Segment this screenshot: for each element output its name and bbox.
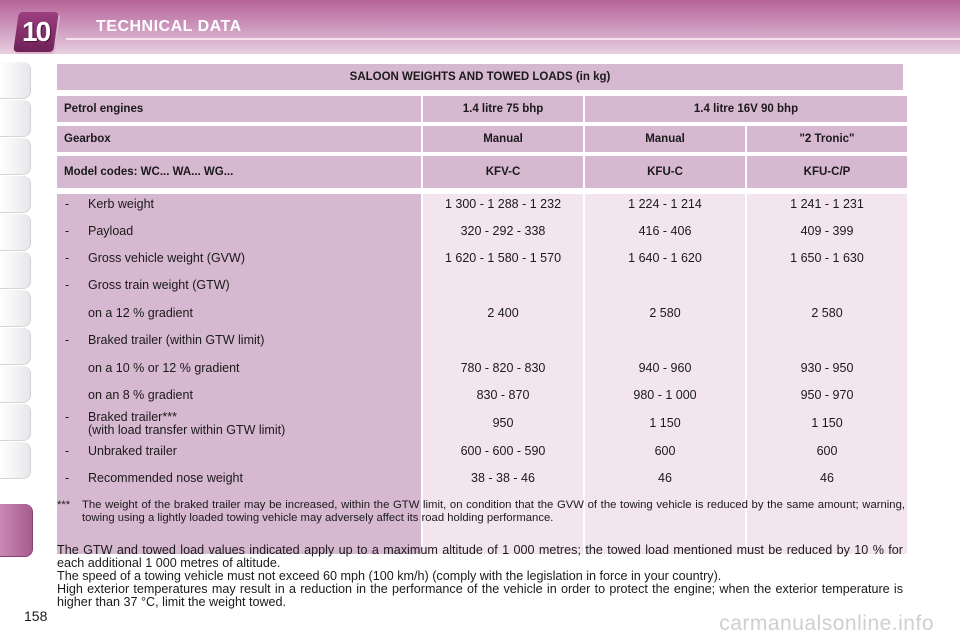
value-cell-a: 320 - 292 - 338 [460, 224, 546, 238]
value-cell-b: 1 150 [649, 416, 681, 430]
value-cell-c: 1 150 [811, 416, 843, 430]
value-cell-c: 1 650 - 1 630 [790, 251, 864, 265]
value-cell-a: 2 400 [487, 306, 519, 320]
value-cell-b: 1 224 - 1 214 [628, 197, 702, 211]
value-cell-c: 46 [820, 471, 834, 485]
row-label: on a 10 % or 12 % gradient [88, 361, 240, 375]
chapter-tab[interactable] [0, 442, 31, 479]
row-label: Unbraked trailer [88, 444, 177, 458]
model-label: Model codes: WC... WA... WG... [57, 156, 421, 188]
page-title: TECHNICAL DATA [96, 18, 242, 35]
value-cell-a: 38 - 38 - 46 [471, 471, 535, 485]
row-dash: - [65, 444, 70, 458]
model-codes-row [57, 156, 907, 188]
header-rule [66, 38, 960, 40]
value-cell-b: 1 640 - 1 620 [628, 251, 702, 265]
row-dash: - [65, 251, 70, 265]
row-label-continued: (with load transfer within GTW limit) [88, 423, 286, 437]
page-number: 158 [24, 608, 48, 624]
speed-paragraph: The speed of a towing vehicle must not exceed 60 mph (100 km/h) (comply with the legislation in force in your country). [57, 569, 722, 583]
row-label: Recommended nose weight [88, 471, 243, 485]
row-dash: - [65, 410, 70, 424]
chapter-tab[interactable] [0, 366, 31, 403]
value-cell-b: 46 [658, 471, 672, 485]
gearbox-a: Manual [423, 126, 583, 152]
value-cell-b: 600 [654, 444, 676, 458]
value-cell-c: 950 - 970 [800, 388, 854, 402]
chapter-tab[interactable] [0, 252, 31, 289]
footnote [57, 499, 905, 525]
model-c: KFU-C/P [747, 156, 907, 188]
value-cell-b: 416 - 406 [638, 224, 692, 238]
row-dash: - [65, 333, 70, 347]
engine-a: 1.4 litre 75 bhp [423, 96, 583, 122]
chapter-tab[interactable] [0, 404, 31, 441]
engines-label: Petrol engines [57, 96, 421, 122]
row-dash: - [65, 471, 70, 485]
gearbox-label: Gearbox [57, 126, 421, 152]
row-label: Braked trailer*** [88, 410, 177, 424]
model-a: KFV-C [423, 156, 583, 188]
value-cell-a: 830 - 870 [476, 388, 530, 402]
chapter-tab[interactable] [0, 100, 31, 137]
value-cell-b: 2 580 [649, 306, 681, 320]
row-label: Gross train weight (GTW) [88, 278, 230, 292]
row-label: on an 8 % gradient [88, 388, 193, 402]
chapter-number: 10 [22, 16, 50, 47]
chapter-tabs [0, 62, 32, 562]
row-label: Braked trailer (within GTW limit) [88, 333, 265, 347]
row-label: Gross vehicle weight (GVW) [88, 251, 245, 265]
value-cell-c: 930 - 950 [800, 361, 854, 375]
table-title-row [57, 64, 903, 90]
row-dash: - [65, 224, 70, 238]
engines-row [57, 96, 907, 122]
value-cell-c: 1 241 - 1 231 [790, 197, 864, 211]
gearbox-b: Manual [585, 126, 745, 152]
table-title: SALOON WEIGHTS AND TOWED LOADS (in kg) [57, 64, 903, 90]
row-dash: - [65, 278, 70, 292]
chapter-tab[interactable] [0, 138, 31, 175]
model-b: KFU-C [585, 156, 745, 188]
chapter-tab-active[interactable] [0, 504, 33, 557]
value-cell-b: 980 - 1 000 [633, 388, 697, 402]
chapter-badge [13, 12, 59, 52]
value-cell-c: 2 580 [811, 306, 843, 320]
value-cell-c: 600 [816, 444, 838, 458]
page-header [0, 0, 960, 54]
row-label: Kerb weight [88, 197, 155, 211]
row-label: on a 12 % gradient [88, 306, 193, 320]
row-label: Payload [88, 224, 134, 238]
value-cell-a: 600 - 600 - 590 [460, 444, 546, 458]
value-cell-a: 1 620 - 1 580 - 1 570 [444, 251, 562, 265]
value-cell-a: 950 [492, 416, 514, 430]
value-cell-b: 940 - 960 [638, 361, 692, 375]
watermark: carmanualsonline.info [719, 612, 934, 635]
chapter-tab[interactable] [0, 328, 31, 365]
footnote-marker: *** [57, 499, 71, 511]
chapter-tab[interactable] [0, 290, 31, 327]
value-cell-c: 409 - 399 [800, 224, 854, 238]
chapter-tab[interactable] [0, 214, 31, 251]
chapter-tab[interactable] [0, 176, 31, 213]
gearbox-row [57, 126, 907, 152]
row-dash: - [65, 197, 70, 211]
value-cell-a: 780 - 820 - 830 [460, 361, 546, 375]
chapter-tab[interactable] [0, 62, 31, 99]
gearbox-c: "2 Tronic" [747, 126, 907, 152]
altitude-paragraph: The GTW and towed load values indicated apply up to a maximum altitude of 1 000 metres; the towed load mentioned must be reduced by 10 % for each additional 1 000 metres of altitude. [57, 543, 903, 571]
engine-b: 1.4 litre 16V 90 bhp [585, 96, 907, 122]
temperature-paragraph: High exterior temperatures may result in a reduction in the performance of the vehicle in order to protect the engine; when the exterior temperature is higher than 37 °C, limit the weight towed. [57, 582, 903, 610]
value-cell-a: 1 300 - 1 288 - 1 232 [444, 197, 562, 211]
footnote-text: The weight of the braked trailer may be increased, within the GTW limit, on condition that the GVW of the towing vehicle is reduced by the same amount; warning, towing using a lightly loaded towing vehicle may adversely affect its road holding performance. [82, 499, 905, 524]
